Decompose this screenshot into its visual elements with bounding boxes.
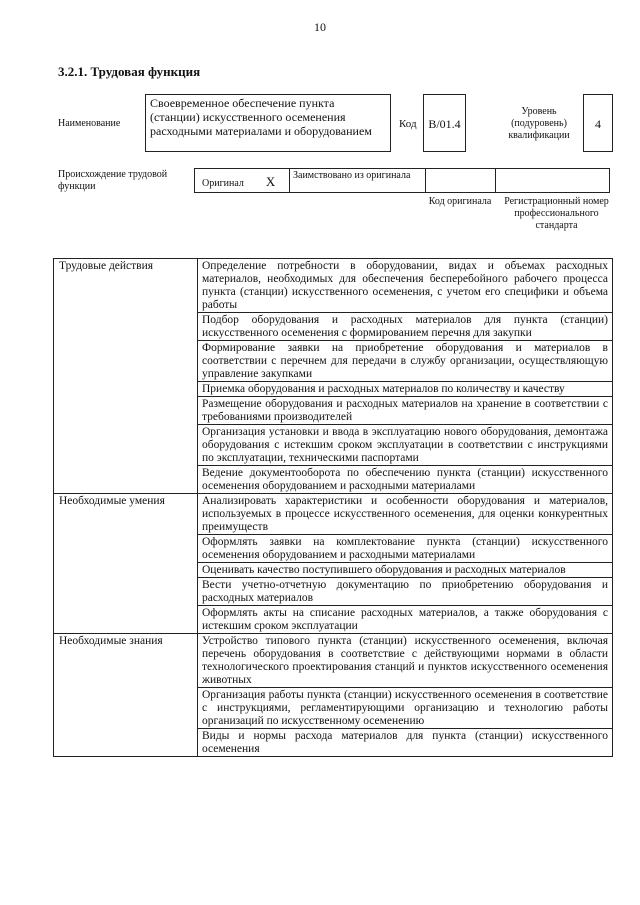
function-details-table bbox=[53, 258, 613, 757]
function-name-box: Своевременное обеспечение пункта (станции) искусственного осеменения расходными материалами и оборудованием bbox=[145, 94, 391, 152]
origin-original-cell bbox=[195, 169, 290, 192]
name-label: Наименование bbox=[58, 118, 121, 129]
item-cell: Анализировать характеристики и особенности оборудования и материалов, используемых в процессе искусственного осеменения, для оценки конкурентных преимуществ bbox=[198, 494, 613, 535]
origin-code-cell bbox=[426, 169, 496, 192]
category-cell: Необходимые знания bbox=[54, 634, 198, 757]
origin-row bbox=[194, 168, 610, 193]
item-cell: Приемка оборудования и расходных материалов по количеству и качеству bbox=[198, 382, 613, 397]
item-cell: Размещение оборудования и расходных материалов на хранение в соответствии с требованиями производителей bbox=[198, 397, 613, 425]
function-code-box: В/01.4 bbox=[423, 94, 466, 152]
item-cell: Оформлять заявки на комплектование пункта (станции) искусственного осеменения оборудованием и расходными материалами bbox=[198, 535, 613, 563]
item-cell: Организация установки и ввода в эксплуатацию нового оборудования, демонтажа оборудования с истекшим сроком эксплуатации в соответствии с инструкциями по эксплуатации, техническими паспортами bbox=[198, 425, 613, 466]
item-cell: Оценивать качество поступившего оборудования и расходных материалов bbox=[198, 563, 613, 578]
table-row bbox=[54, 494, 613, 535]
origin-borrowed-cell: Заимствовано из оригинала bbox=[290, 169, 426, 192]
item-cell: Оформлять акты на списание расходных материалов, а также оборудования с истекшим сроком эксплуатации bbox=[198, 606, 613, 634]
item-cell: Подбор оборудования и расходных материалов для пункта (станции) искусственного осеменения с формированием перечня для закупки bbox=[198, 313, 613, 341]
code-original-caption: Код оригинала bbox=[428, 196, 492, 207]
reg-number-caption: Регистрационный номер профессионального стандарта bbox=[504, 196, 609, 231]
item-cell: Формирование заявки на приобретение оборудования и материалов в соответствии с перечнем для передачи в службу организации, осуществляющую управление закупками bbox=[198, 341, 613, 382]
code-label: Код bbox=[399, 118, 417, 130]
table-row bbox=[54, 634, 613, 688]
qualification-level-box: 4 bbox=[583, 94, 613, 152]
item-cell: Устройство типового пункта (станции) искусственного осеменения, включая перечень оборудования в соответствие с действующими нормами в области технологического проектирования станций и пунктов искусственного осеменения животных bbox=[198, 634, 613, 688]
item-cell: Виды и нормы расхода материалов для пункта (станции) искусственного осеменения bbox=[198, 729, 613, 757]
section-heading: 3.2.1. Трудовая функция bbox=[58, 64, 201, 79]
qualification-level-label: Уровень (подуровень) квалификации bbox=[508, 106, 570, 141]
category-cell: Трудовые действия bbox=[54, 259, 198, 494]
item-cell: Организация работы пункта (станции) искусственного осеменения в соответствие с инструкциями, регламентирующими организацию и технологию работы организаций по искусственному осеменению bbox=[198, 688, 613, 729]
page-number: 10 bbox=[314, 20, 326, 34]
original-mark: X bbox=[265, 174, 276, 189]
item-cell: Вести учетно-отчетную документацию по приобретению оборудования и расходных материалов bbox=[198, 578, 613, 606]
origin-reg-number-cell bbox=[496, 169, 609, 192]
item-cell: Определение потребности в оборудовании, видах и объемах расходных материалов, необходимых для обеспечения бесперебойного рабочего процесса пункта (станции) искусственного осеменения, с учетом его специфики и объема работы bbox=[198, 259, 613, 313]
original-label: Оригинал bbox=[202, 178, 244, 189]
table-row bbox=[54, 259, 613, 313]
item-cell: Ведение документооборота по обеспечению пункта (станции) искусственного осеменения оборудованием и расходными материалами bbox=[198, 466, 613, 494]
origin-label: Происхождение трудовой функции bbox=[58, 169, 168, 192]
category-cell: Необходимые умения bbox=[54, 494, 198, 634]
